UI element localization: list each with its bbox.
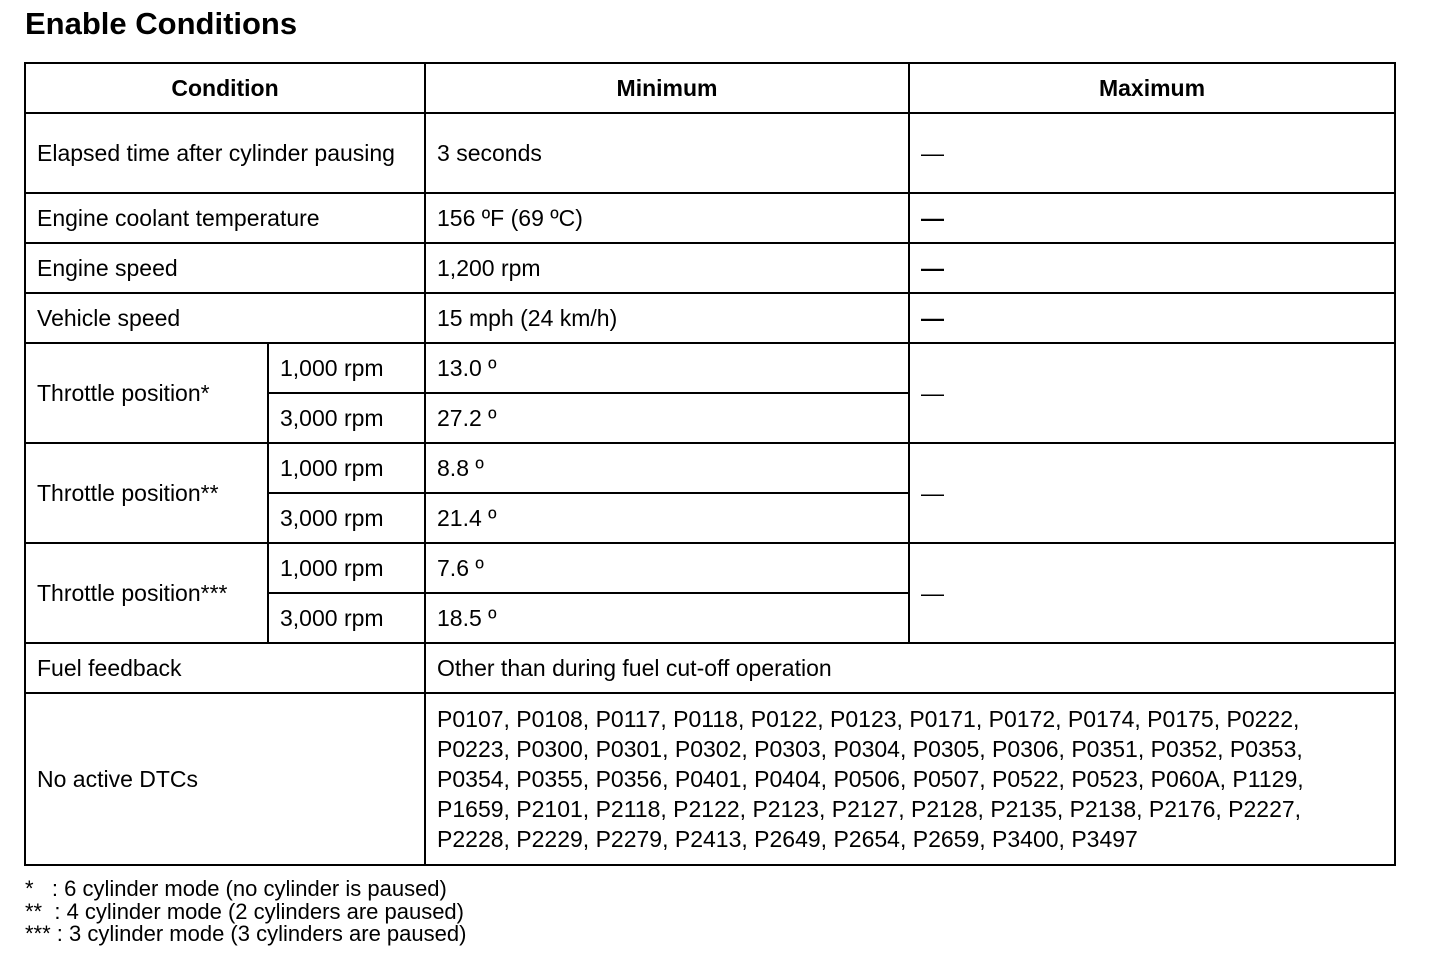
condition-label: No active DTCs: [25, 693, 425, 865]
maximum-value: —: [909, 343, 1395, 443]
dtc-line: P0107, P0108, P0117, P0118, P0122, P0123, P0171, P0172, P0174, P0175, P0222,: [437, 706, 1300, 732]
rpm-label: 3,000 rpm: [268, 593, 425, 643]
footnotes: [25, 878, 466, 946]
footnote: * : 6 cylinder mode (no cylinder is paused): [25, 876, 447, 901]
rpm-label: 1,000 rpm: [268, 443, 425, 493]
table-row: [25, 443, 1395, 493]
condition-label: Engine coolant temperature: [25, 193, 425, 243]
minimum-value: 7.6 º: [425, 543, 909, 593]
minimum-value: 13.0 º: [425, 343, 909, 393]
header-minimum: Minimum: [425, 63, 909, 113]
footnote: ** : 4 cylinder mode (2 cylinders are paused): [25, 898, 464, 924]
maximum-value: —: [909, 293, 1395, 343]
rpm-label: 3,000 rpm: [268, 393, 425, 443]
maximum-value: —: [909, 443, 1395, 543]
condition-label: Engine speed: [25, 243, 425, 293]
maximum-value: —: [909, 543, 1395, 643]
minimum-value: 15 mph (24 km/h): [425, 293, 909, 343]
dtc-line: P1659, P2101, P2118, P2122, P2123, P2127, P2128, P2135, P2138, P2176, P2227,: [437, 796, 1302, 822]
dtc-line: P0223, P0300, P0301, P0302, P0303, P0304, P0305, P0306, P0351, P0352, P0353,: [437, 736, 1303, 762]
table-row: [25, 243, 1395, 293]
rpm-label: 3,000 rpm: [268, 493, 425, 543]
condition-label: Vehicle speed: [25, 293, 425, 343]
condition-label: Throttle position*: [25, 343, 268, 443]
footnote: *** : 3 cylinder mode (3 cylinders are paused): [25, 921, 467, 946]
dtc-line: P0354, P0355, P0356, P0401, P0404, P0506, P0507, P0522, P0523, P060A, P1129,: [437, 766, 1304, 792]
dtc-line: P2228, P2229, P2279, P2413, P2649, P2654, P2659, P3400, P3497: [437, 826, 1138, 852]
maximum-value: —: [909, 113, 1395, 193]
table-row: [25, 193, 1395, 243]
minimum-value: 18.5 º: [425, 593, 909, 643]
minimum-value: 156 ºF (69 ºC): [425, 193, 909, 243]
condition-label: Throttle position***: [25, 543, 268, 643]
minimum-value: 27.2 º: [425, 393, 909, 443]
header-maximum: Maximum: [909, 63, 1395, 113]
dtc-code-list: [425, 693, 1395, 865]
table-row: [25, 543, 1395, 593]
enable-conditions-table: [24, 62, 1396, 866]
maximum-value: —: [909, 193, 1395, 243]
table-row: [25, 343, 1395, 393]
page-title: Enable Conditions: [25, 6, 298, 41]
table-row: [25, 293, 1395, 343]
minimum-value: 1,200 rpm: [425, 243, 909, 293]
rpm-label: 1,000 rpm: [268, 343, 425, 393]
table-row: [25, 643, 1395, 693]
condition-label: Throttle position**: [25, 443, 268, 543]
rpm-label: 1,000 rpm: [268, 543, 425, 593]
table-row: [25, 113, 1395, 193]
minimum-value: 8.8 º: [425, 443, 909, 493]
header-row: [25, 63, 1395, 113]
header-condition: Condition: [25, 63, 425, 113]
fuel-feedback-value: Other than during fuel cut-off operation: [425, 643, 1395, 693]
table-row: [25, 693, 1395, 865]
condition-label: Fuel feedback: [25, 643, 425, 693]
condition-label: Elapsed time after cylinder pausing: [25, 113, 425, 193]
maximum-value: —: [909, 243, 1395, 293]
minimum-value: 21.4 º: [425, 493, 909, 543]
minimum-value: 3 seconds: [425, 113, 909, 193]
